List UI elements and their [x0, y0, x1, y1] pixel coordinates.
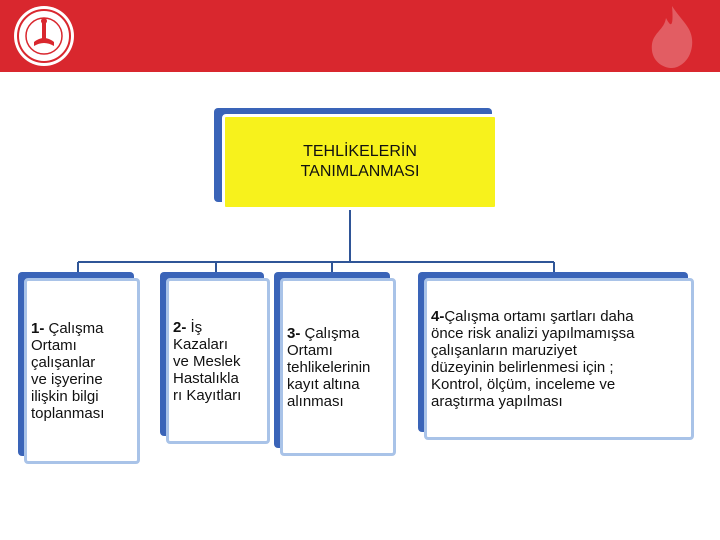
child-node-1-number: 1- [31, 320, 45, 337]
child-node-4 [418, 272, 694, 440]
child-node-3-face [280, 278, 396, 456]
child-node-2-number: 2- [173, 318, 187, 336]
child-node-1-label: Çalışma Ortamı çalışanlar ve işyerine ilişkin bilgi toplanması [31, 320, 105, 422]
child-node-2 [160, 272, 270, 444]
root-node [214, 108, 498, 210]
root-node-face [222, 114, 498, 210]
child-node-4-number: 4- [431, 308, 445, 325]
child-node-1-face [24, 278, 140, 464]
child-node-4-face [424, 278, 694, 440]
child-node-2-label: İş Kazaları ve Meslek Hastalıkla rı Kayıtları [173, 318, 242, 404]
child-node-4-label: Çalışma ortamı şartları daha önce risk analizi yapılmamışsa çalışanların maruziyet düzeyinin belirlenmesi için ; Kontrol, ölçüm, inceleme ve araştırma yapılması [431, 308, 635, 410]
child-node-3-number: 3- [287, 324, 301, 342]
child-node-3 [274, 272, 396, 456]
child-node-3-label: Çalışma Ortamı tehlikelerinin kayıt altına alınması [287, 324, 371, 410]
child-node-1 [18, 272, 140, 464]
child-node-2-face [166, 278, 270, 444]
root-node-label: TEHLİKELERİN TANIMLANMASI [300, 143, 420, 180]
